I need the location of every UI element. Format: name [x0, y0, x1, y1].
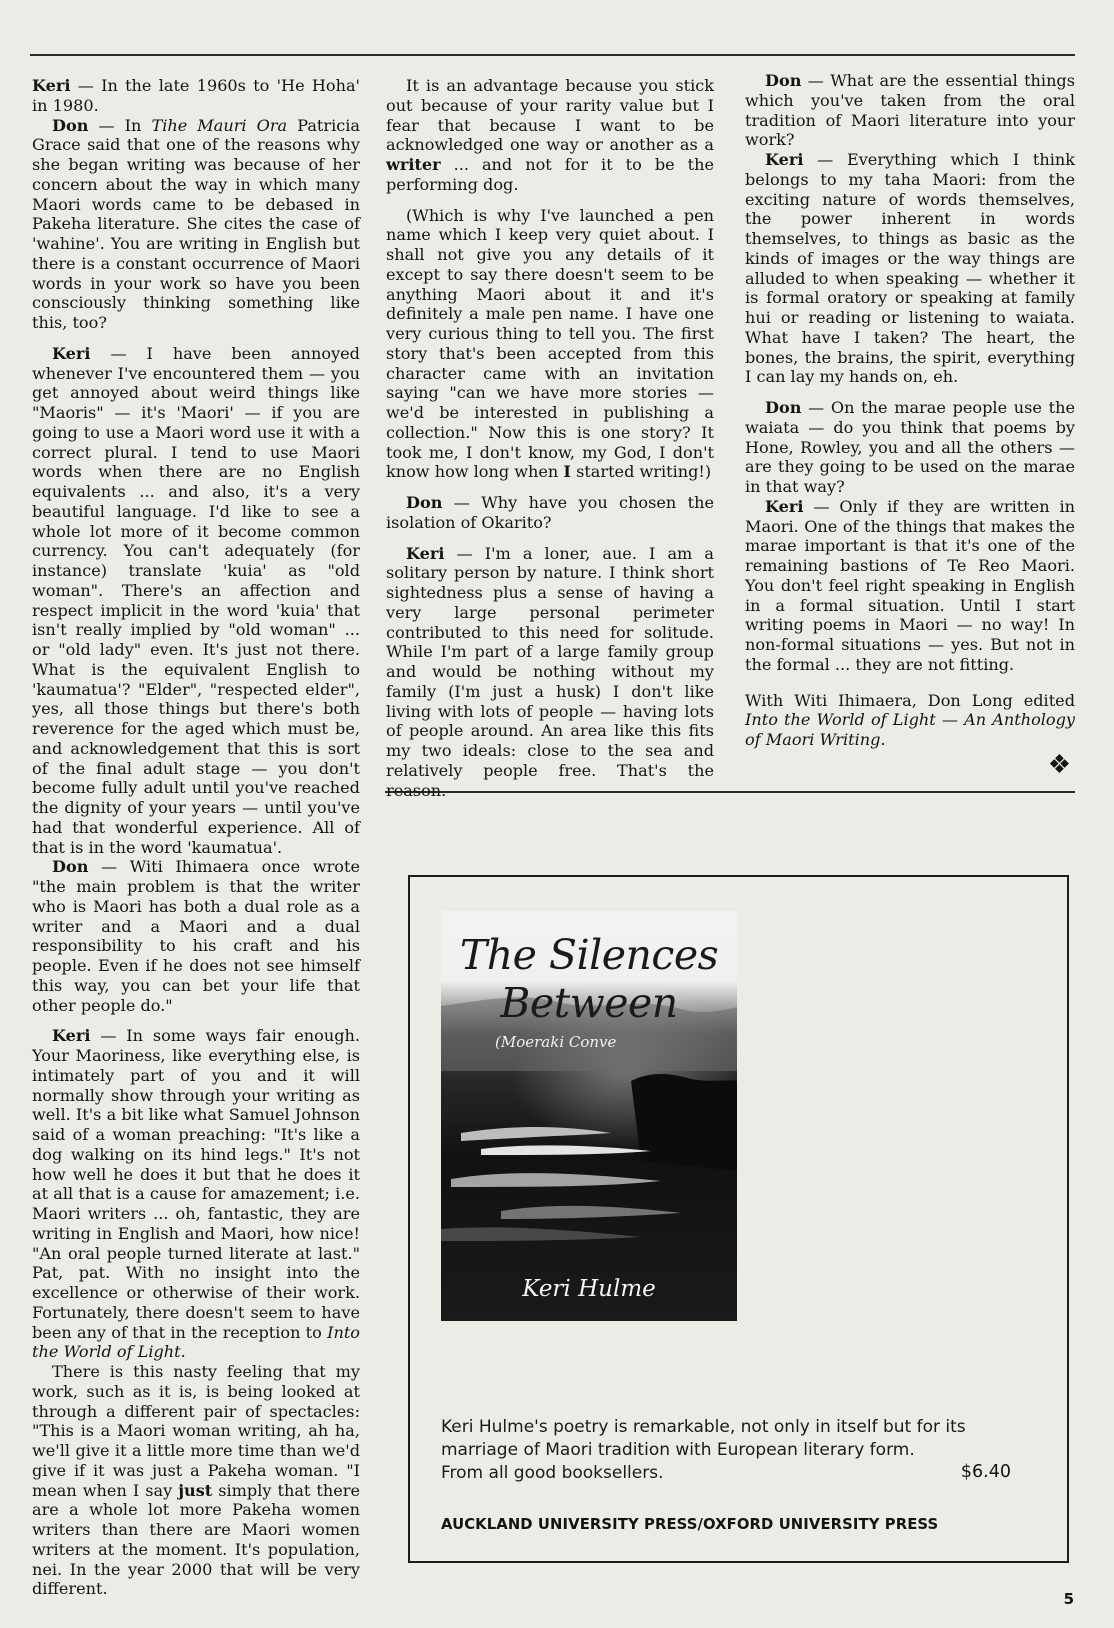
emphasis-text: writer [386, 155, 441, 174]
book-cover-title: The Silences Between [459, 931, 719, 1027]
speaker-name: Keri [52, 343, 91, 363]
advertisement-description [441, 1416, 1041, 1485]
paragraph-text: — Why have you chosen the isolation of Okarito? [386, 493, 714, 532]
book-cover-author: Keri Hulme [522, 1276, 656, 1302]
paragraph-text: There is this nasty feeling that my work, such as it is, is being looked at through a different pair of spectacles: "This is a Maori woman writing, ah ha, we'll give it a little more time than we'd give if it was just a Pakeha woman. "I mean when I say [32, 1362, 360, 1500]
paragraph [32, 116, 360, 333]
paragraph [32, 1362, 360, 1599]
book-cover-subtitle: (Moeraki Conve [495, 1033, 617, 1051]
paragraph-text: simply that there are a whole lot more Pakeha women writers than there are Maori women writers at the moment. It's population, nei. In the year 2000 that will be very different. [32, 1480, 360, 1599]
paragraph [386, 544, 714, 801]
paragraph-text: — I have been annoyed whenever I've encountered them — you get annoyed about weird things like "Maoris" — it's 'Maori' — if you are going to use a Maori word use it with a correct plural. I tend to use Maori words when there are no English equivalents ... and also, it's a very beautiful language. I'd like to see a whole lot more of it become common currency. You can't adequately (for instance) translate 'kuia' as "old woman". There's an affection and respect implicit in the word 'kuia' that isn't really implied by "old woman" ... or "old lady" even. It's just not there. What is the equivalent English to 'kaumatua'? "Elder", "respected elder", yes, all those things but there's both reverence for the aged which must be, and acknowledgement that this is sort of the final adult stage — you don't become fully adult until you've reached the dignity of your years — until you've had that wonderful experience. All of that is in the word 'kaumatua'. [32, 343, 360, 857]
speaker-name: Don [52, 857, 89, 877]
speaker-name: Keri [765, 496, 804, 516]
top-rule [30, 54, 1075, 56]
speaker-name: Keri [32, 76, 71, 95]
paragraph-text: (Which is why I've launched a pen name which I keep very quiet about. I shall not give you any details of it except to say there doesn't seem to be anything Maori about it and it's definitely a male pen name. I have one very curious thing to tell you. The first story that's been accepted from this character came with an invitation saying "can we have more stories — we'd be interested in publishing a collection." Now this is one story? It took me, I don't know, my God, I don't know how long when [386, 205, 714, 482]
interview-column-3 [745, 71, 1075, 778]
paragraph-text: ... and not for it to be the performing dog. [386, 155, 714, 194]
paragraph [32, 857, 360, 1015]
paragraph-text: It is an advantage because you stick out because of your rarity value but I fear that because I want to be acknowledged one way or another as a [386, 76, 714, 155]
paragraph [32, 76, 360, 116]
book-title: Tihe Mauri Ora [151, 115, 288, 135]
paragraph-text: — Only if they are written in Maori. One of the things that makes the marae important is that it's one of the remaining bastions of Te Reo Maori. You don't feel right speaking in English in a formal situation. Until I start writing poems in Maori — no way! In non-formal situations — yes. But not in the formal ... they are not fitting. [745, 496, 1075, 674]
paragraph [32, 1026, 360, 1362]
paragraph-text: — On the marae people use the waiata — do you think that poems by Hone, Rowley, you and all the others — are they going to be used on the marae in that way? [745, 398, 1075, 496]
speaker-name: Don [52, 115, 89, 135]
paragraph [745, 150, 1075, 387]
interview-column-2 [386, 76, 714, 800]
paragraph-text: started writing!) [570, 462, 712, 482]
book-title: Into the World of Light [32, 1322, 360, 1362]
speaker-name: Keri [765, 150, 804, 169]
editor-credit [745, 691, 1075, 750]
speaker-name: Don [406, 493, 443, 512]
paragraph [32, 344, 360, 858]
paragraph [745, 497, 1075, 675]
paragraph-text: — In the late 1960s to 'He Hoha' in 1980. [32, 76, 360, 115]
page-number: 5 [1063, 1590, 1074, 1608]
speaker-name: Keri [406, 543, 445, 563]
paragraph-text: — In [88, 115, 152, 135]
paragraph-text: With Witi Ihimaera, Don Long edited [745, 690, 1075, 710]
speaker-name: Don [765, 71, 802, 90]
description-line: Keri Hulme's poetry is remarkable, not only in itself but for its [441, 1417, 966, 1437]
paragraph [386, 206, 714, 483]
paragraph-text: — In some ways fair enough. Your Maoriness, like everything else, is intimately part of you and it will normally show through your writing as well. It's a bit like what Samuel Johnson said of a woman preaching: "It's like a dog walking on its hind legs." It's not how well he does it but that he does it at all that is a cause for amazement; i.e. Maori writers ... oh, fantastic, they are writing in English and Maori, how nice! "An oral people turned literate at last." Pat, pat. With no insight into the excellence or otherwise of their work. Fortunately, there doesn't seem to have been any of that in the reception to [32, 1026, 360, 1342]
book-title: Into the World of Light — An Anthology of Maori Writing [745, 710, 1075, 749]
paragraph [745, 398, 1075, 497]
paragraph-text: — Witi Ihimaera once wrote "the main problem is that the writer who is Maori has both a dual role as a writer and a Maori and a dual responsibility to his craft and his people. Even if he does not see himself this way, you can bet your life that other people do." [32, 857, 360, 1015]
paragraph-text: — I'm a loner, aue. I am a solitary person by nature. I think short sightedness plus a sense of having a very large personal perimeter contributed to this need for solitude. While I'm part of a large family group and would be nothing without my family (I'm just a husk) I don't like living with lots of people — having lots of people around. An area like this fits my two ideals: close to the sea and relatively people free. That's the reason. [386, 543, 714, 800]
paragraph-text: . [180, 1342, 186, 1362]
paragraph-text: Patricia Grace said that one of the reasons why she began writing was because of her concern about the way in which many Maori words came to be debased in Pakeha literature. She cites the case of 'wahine'. You are writing in English but there is a constant occurrence of Maori words in your work so have you been consciously thinking something like this, too? [32, 115, 360, 332]
emphasis-text: just [178, 1480, 213, 1500]
book-advertisement [408, 875, 1069, 1563]
emphasis-text: I [563, 462, 571, 482]
end-of-article-mark-icon: ❖ [1047, 749, 1071, 780]
paragraph [745, 71, 1075, 150]
interview-column-1 [32, 76, 360, 1599]
description-line: marriage of Maori tradition with European literary form. [441, 1440, 915, 1460]
paragraph [386, 76, 714, 195]
paragraph [386, 493, 714, 533]
speaker-name: Don [765, 398, 802, 417]
paragraph-text: — What are the essential things which you've taken from the oral tradition of Maori literature into your work? [745, 71, 1075, 150]
publisher-name: AUCKLAND UNIVERSITY PRESS/OXFORD UNIVERSITY PRESS [441, 1516, 939, 1533]
description-line: From all good booksellers. [441, 1463, 664, 1483]
speaker-name: Keri [52, 1026, 91, 1046]
book-price: $6.40 [960, 1462, 1011, 1482]
paragraph-text: . [880, 730, 886, 749]
paragraph-text: — Everything which I think belongs to my taha Maori: from the exciting nature of words themselves, the power inherent in words themselves, to things as basic as the kinds of images or the way things are alluded to when speaking — whether it is formal oratory or speaking at family hui or reading or listening to waiata. What have I taken? The heart, the bones, the brains, the spirit, everything I can lay my hands on, eh. [745, 150, 1075, 387]
book-cover [441, 911, 737, 1321]
